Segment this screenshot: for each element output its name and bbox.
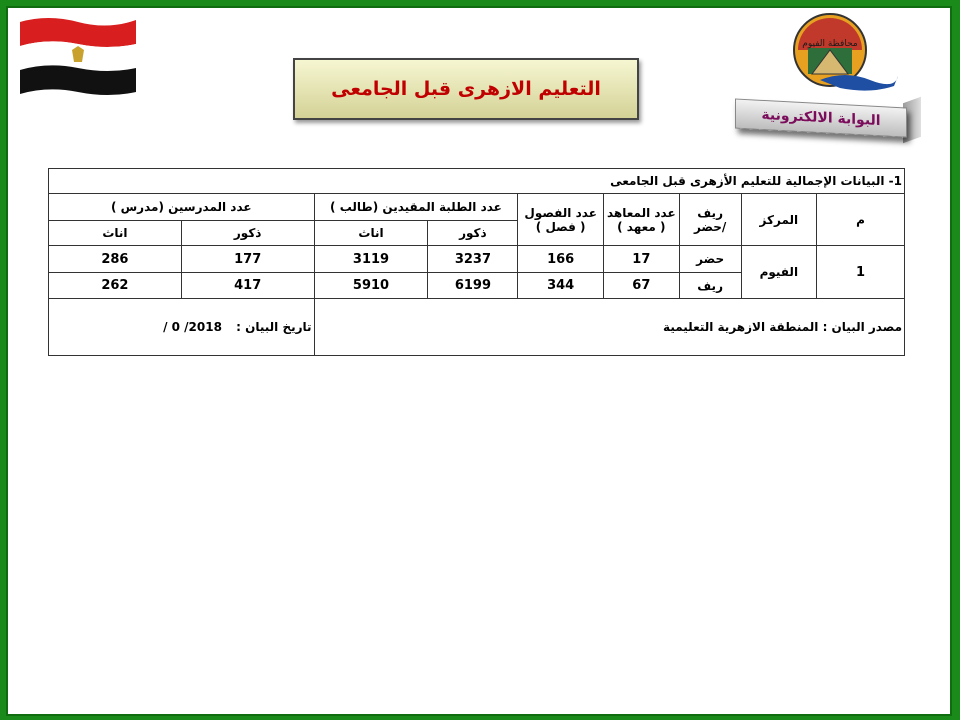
row-index: 1 — [817, 246, 905, 299]
row-classes: 344 — [518, 273, 604, 299]
row-center: الفيوم — [741, 246, 817, 299]
row-classes: 166 — [518, 246, 604, 273]
header-classes-line2: ( فصل ) — [535, 219, 586, 234]
page-title: التعليم الازهرى قبل الجامعى — [331, 78, 601, 100]
data-date-value: / 0 /2018 — [163, 320, 222, 334]
row-teachers-female: 286 — [49, 246, 182, 273]
row-students-male: 3237 — [428, 246, 518, 273]
data-date-label: تاريخ البيان : — [236, 320, 312, 334]
header-rural-urban — [679, 194, 741, 246]
header-institutes-line1: عدد المعاهد — [607, 205, 676, 220]
header-index: م — [817, 194, 905, 246]
egypt-flag-icon — [18, 14, 138, 98]
logo-text: محافظة الفيوم — [802, 39, 858, 49]
education-data-table — [48, 168, 905, 356]
header-institutes-line2: ( معهد ) — [617, 219, 666, 234]
header-students-male: ذكور — [428, 221, 518, 246]
header-students-female: اناث — [314, 221, 428, 246]
header-row — [49, 194, 905, 221]
row-area: ريف — [679, 273, 741, 299]
table-caption-row — [49, 169, 905, 194]
header-center: المركز — [741, 194, 817, 246]
table-caption: 1- البيانات الإجمالية للتعليم الأزهرى قبل الجامعى — [49, 169, 905, 194]
row-teachers-female: 262 — [49, 273, 182, 299]
header-institutes — [603, 194, 679, 246]
row-students-female: 3119 — [314, 246, 428, 273]
header-teachers-male: ذكور — [181, 221, 314, 246]
footer-row — [49, 299, 905, 356]
data-date-cell — [49, 299, 315, 356]
data-source: مصدر البيان : المنطقة الازهرية التعليمية — [314, 299, 904, 356]
row-teachers-male: 177 — [181, 246, 314, 273]
header-teachers-female: اناث — [49, 221, 182, 246]
fayoum-logo-icon — [790, 10, 900, 100]
row-institutes: 67 — [603, 273, 679, 299]
row-teachers-male: 417 — [181, 273, 314, 299]
header-classes — [518, 194, 604, 246]
row-students-male: 6199 — [428, 273, 518, 299]
header-students: عدد الطلبة المقيدين (طالب ) — [314, 194, 518, 221]
title-box — [293, 58, 639, 120]
portal-label: البوابة الالكترونية — [761, 106, 881, 130]
header-rural-urban-line2: /حضر — [693, 219, 727, 234]
header-teachers: عدد المدرسين (مدرس ) — [49, 194, 315, 221]
row-institutes: 17 — [603, 246, 679, 273]
header-classes-line1: عدد الفصول — [524, 205, 597, 220]
row-students-female: 5910 — [314, 273, 428, 299]
table-row — [49, 246, 905, 273]
row-area: حضر — [679, 246, 741, 273]
header-rural-urban-line1: ريف — [697, 205, 723, 220]
